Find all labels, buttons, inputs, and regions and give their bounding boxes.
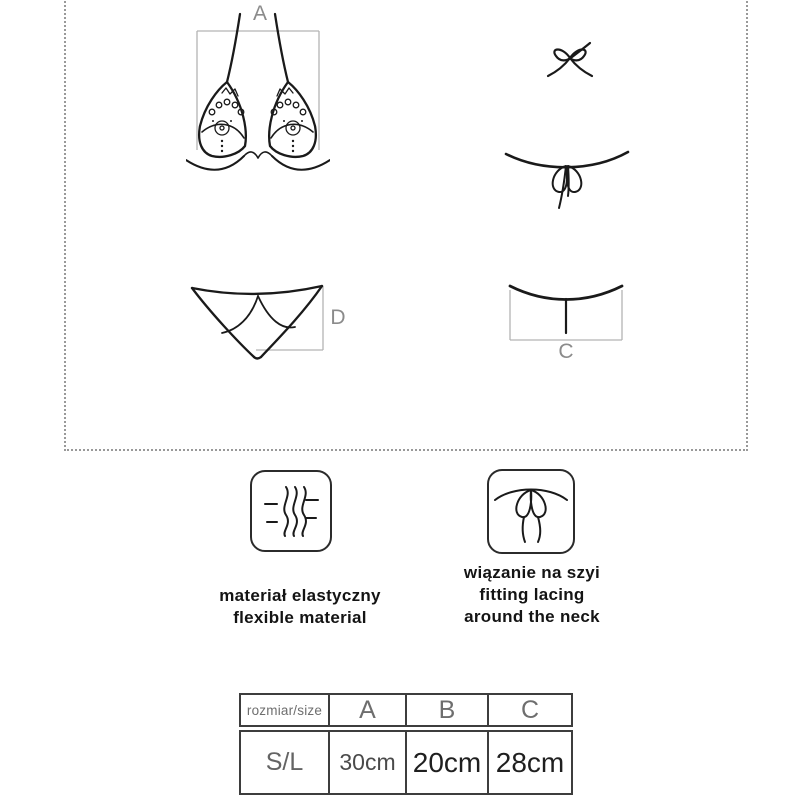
bra-top-front-diagram [186,0,330,180]
back-strap-bow-diagram [502,146,632,214]
neck-lacing-caption [407,562,657,628]
size-cell: S/L [241,732,330,793]
caption-line: flexible material [233,608,367,627]
size-table-header [239,693,573,727]
diagram-frame [64,0,748,451]
caption-line: fitting lacing [479,585,585,604]
back-strap-measure-diagram [506,280,626,346]
elastic-material-caption [175,585,425,629]
elastic-material-icon [250,470,332,552]
neck-lacing-icon [487,469,575,554]
size-table-header-size: rozmiar/size [241,695,330,725]
measurement-label-d: D [330,306,346,329]
panties-diagram [182,280,332,360]
size-table-header-a: A [330,695,407,725]
measurement-label-c: C [558,340,574,363]
caption-line: materiał elastyczny [219,586,381,605]
value-b-cell: 20cm [407,732,489,793]
neck-bow-diagram [540,36,600,88]
value-a-cell: 30cm [330,732,407,793]
caption-line: around the neck [464,607,600,626]
caption-line: wiązanie na szyi [463,563,601,582]
value-c-cell: 28cm [495,746,565,778]
measurement-label-a: A [252,2,267,25]
size-table-row [239,730,573,795]
size-table-header-c: C [520,695,540,724]
size-table-header-b: B [407,695,489,725]
